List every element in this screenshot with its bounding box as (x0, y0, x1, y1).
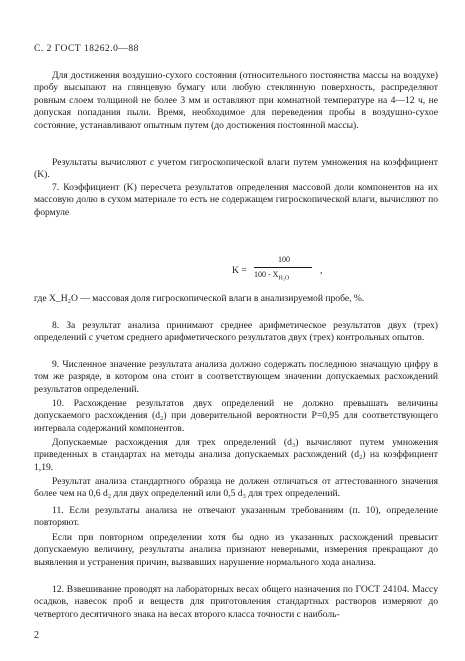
paragraph-item-9: 9. Численное значение результата анализа должно содержать последнюю значащую цифру в том же разряде, в котором она стоит в соответствующем значении допускаемых расхождений результатов определений. (34, 359, 438, 395)
coefficient-formula (232, 255, 322, 291)
paragraph-item-12: 12. Взвешивание проводят на лабораторных весах общего назначения по ГОСТ 24104. Массу осадков, навесок проб и веществ для приготовления стандартных растворов измеряют до четвертого десятичного знака на весах второго класса точности с наиболь- (34, 584, 438, 620)
paragraph-item-10: 10. Расхождение результатов двух определений не должно превышать величины допускаемого расхождения (d₂) при доверительной вероятности P=0,95 для соответствующего интервала содержаний компонентов. (34, 398, 438, 434)
formula-denominator: $100 - X_{H_2O}$ (254, 270, 290, 282)
paragraph-air-dry-state: Для достижения воздушно-сухого состояния (относительного постоянства массы на воздухе) пробу высыпают на глянцевую бумагу или любую стеклянную поверхность, распределяют ровным слоем толщиной не более 3 мм и оставляют при комнатной температуре на 4—12 ч, не допуская попадания пыли. Время, необходимое для переведения пробы в воздушно-сухое состояние, устанавливают опытным путем (до достижения постоянной массы). (34, 70, 438, 131)
formula-numerator: 100 (278, 255, 290, 264)
paragraph-item-8: 8. За результат анализа принимают среднее арифметическое результатов двух (трех) определений с учетом среднего арифметического результатов двух (трех) контрольных опытов. (34, 320, 438, 344)
paragraph-item-11: 11. Если результаты анализа не отвечают указанным требованиям (п. 10), определение повторяют. (34, 505, 438, 529)
paragraph-where: где X_H₂O — массовая доля гигроскопической влаги в анализируемой пробе, %. (34, 293, 365, 304)
formula-comma: , (320, 265, 323, 276)
running-header: С. 2 ГОСТ 18262.0—88 (34, 44, 139, 54)
paragraph-repeat: Если при повторном определении хотя бы одно из указанных расхождений превысит допускаемую величину, результаты анализа признают неверными, измерения прекращают до выявления и устранения причин, вызвавших нарушение нормального хода анализа. (34, 532, 438, 568)
fraction-bar (254, 267, 312, 268)
formula-lhs: K = (232, 265, 247, 276)
paragraph-tolerances: Допускаемые расхождения для трех определений (d₃) вычисляют путем умножения приведенных в стандартах на методы анализа допускаемых расхождений (d₂) на коэффициент 1,19. (34, 437, 438, 473)
paragraph-standard-sample: Результат анализа стандартного образца не должен отличаться от аттестованного значения более чем на 0,6 d₂ для двух определений или 0,5 d₃ для трех определений. (34, 476, 438, 500)
page-number: 2 (34, 630, 39, 641)
paragraph-item-7: 7. Коэффициент (K) пересчета результатов определения массовой доли компонентов на их массовую долю в сухом материале то есть не содержащем гигроскопической влаги, вычисляют по формуле (34, 182, 438, 218)
paragraph-results-moisture: Результаты вычисляют с учетом гигроскопической влаги путем умножения на коэффициент (K). (34, 157, 438, 181)
